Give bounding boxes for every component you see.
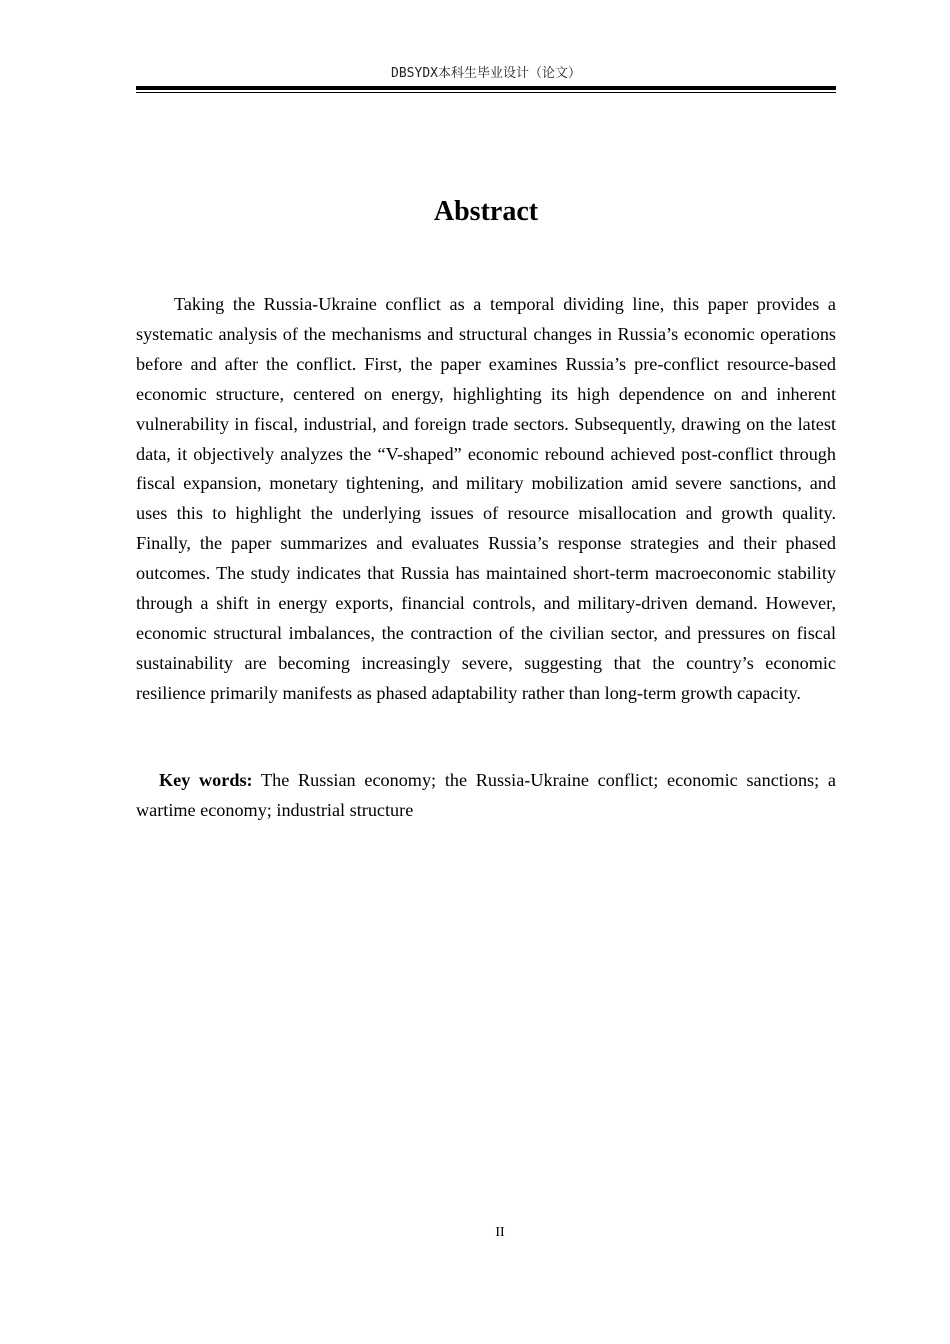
page-title: Abstract	[433, 196, 539, 227]
abstract-paragraph: Taking the Russia-Ukraine conflict as a temporal dividing line, this paper provides a systematic analysis of the mechanisms and structural changes in Russia’s economic operations before and after the conflict. First, the paper examines Russia’s pre-conflict resource-based economic structure, centered on energy, highlighting its high dependence on and inherent vulnerability in fiscal, industrial, and foreign trade sectors. Subsequently, drawing on the latest data, it objectively analyzes the “V-shaped” economic rebound achieved post-conflict through fiscal expansion, monetary tightening, and military mobilization amid severe sanctions, and uses this to highlight the underlying issues of resource misallocation and growth quality. Finally, the paper summarizes and evaluates Russia’s response strategies and their phased outcomes. The study indicates that Russia has maintained short-term macroeconomic stability through a shift in energy exports, financial controls, and military-driven demand. However, economic structural imbalances, the contraction of the civilian sector, and pressures on fiscal sustainability are becoming increasingly severe, suggesting that the country’s economic resilience primarily manifests as phased adaptability rather than long-term growth capacity.	[136, 294, 836, 703]
header-rule-thick	[136, 86, 836, 90]
keywords-paragraph	[136, 766, 836, 826]
page-number: II	[495, 1225, 505, 1240]
header-rule-thin	[136, 92, 836, 93]
keywords-text: The Russian economy; the Russia-Ukraine conflict; economic sanctions; a wartime economy; industrial structure	[136, 770, 836, 820]
running-header: DBSYDX本科生毕业设计（论文）	[391, 66, 581, 81]
keywords-label: Key words:	[159, 770, 253, 790]
